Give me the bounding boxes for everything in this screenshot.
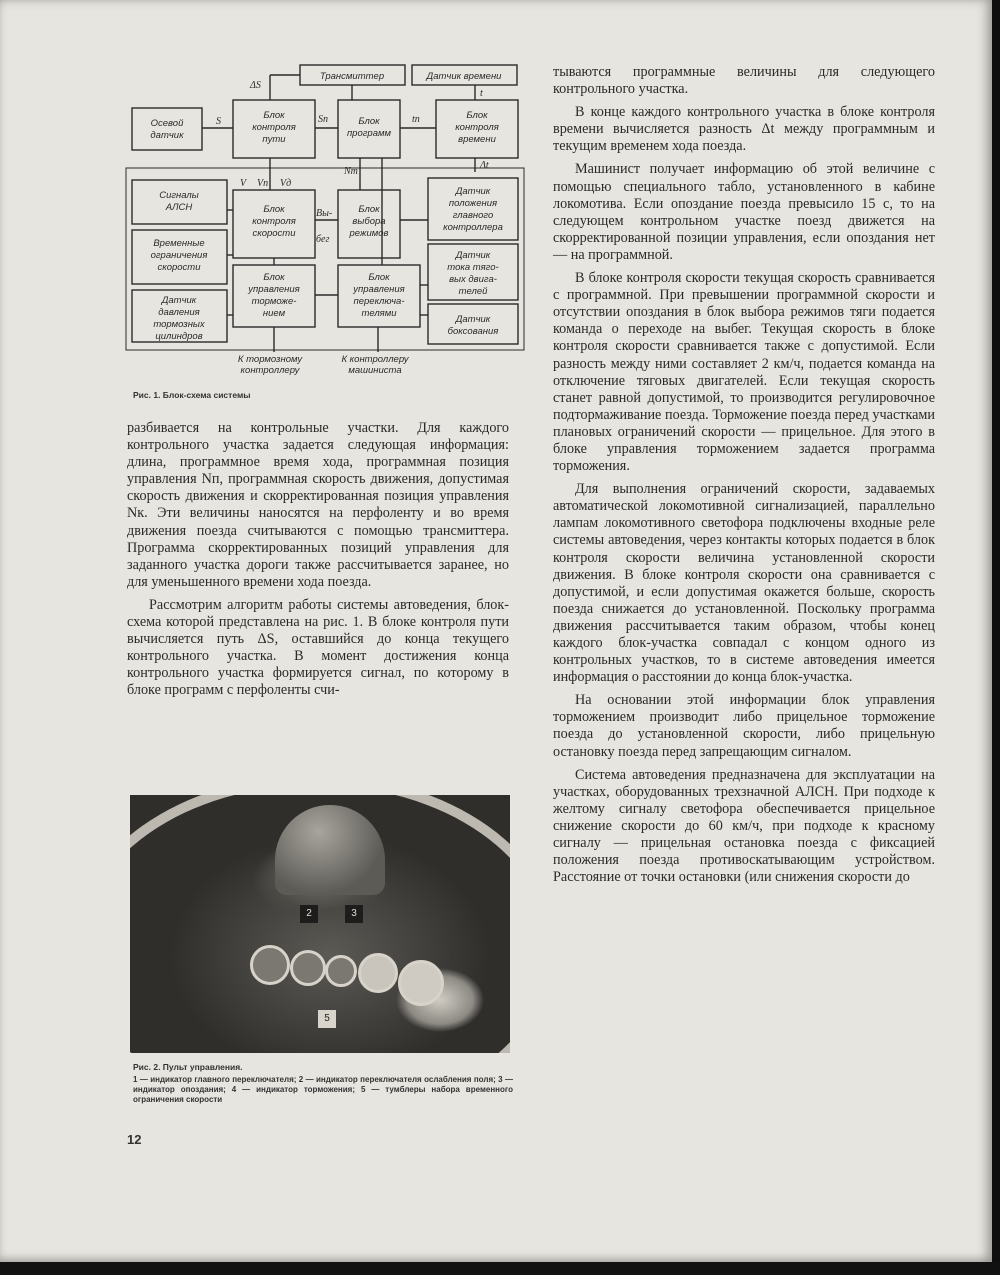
gauge — [250, 945, 290, 985]
toggle-switch-block: 5 — [318, 1010, 336, 1028]
svg-text:Блок: Блок — [263, 272, 285, 283]
svg-text:контроллера: контроллера — [443, 222, 503, 233]
box-axle-sensor — [132, 108, 202, 150]
svg-text:давления: давления — [158, 307, 200, 318]
paragraph: Для выполнения ограничений скорости, задаваемых автоматической локомотивной сигнализацией, параллельно лампам локомотивного светофора подключены входные реле системы автоведения, через контакты которых подается в блок контроля скорости величина установленной скорости движения. В блоке контроля скорости она сравнивается с допустимой, и если допустимая окажется больше, скорость поезда снижается до установленной. Поскольку программа движения рассчитывается таким образом, чтобы конец каждого блок-участка совпадал с концом одного из контрольных участков, то в системе автоведения имеется информация о расстоянии до конца блок-участка. — [553, 481, 935, 686]
svg-text:управления: управления — [353, 284, 405, 295]
paragraph: разбивается на контрольные участки. Для каждого контрольного участка задается следующая информация: длина, программное время хода, программная позиция управления Nп, программная скорость движения, допустимая скорость движения и скорректированная позиция управления Nк. Эти величины наносятся на перфоленту и во время движения поезда считываются с помощью трансмиттера. Программа скорректированных позиций управления для заданного участка дороги также рассчитывается заранее, но для уменьшенного времени хода поезда. — [127, 420, 509, 590]
svg-text:контроллеру: контроллеру — [240, 365, 300, 376]
svg-text:Вы-: Вы- — [316, 208, 333, 219]
svg-text:Блок: Блок — [263, 204, 285, 215]
svg-text:контроля: контроля — [252, 122, 296, 133]
paragraph: тываются программные величины для следующего контрольного участка. — [553, 64, 935, 98]
svg-text:главного: главного — [452, 210, 494, 221]
svg-text:Временные: Временные — [153, 238, 205, 249]
paragraph: Машинист получает информацию об этой величине с помощью специального табло, установленного в кабине локомотива. Если опоздание поезда превысило 15 с, то на следующем контрольном участке поезд движется на скорректированной позиции управления, если опоздания нет — на программной. — [553, 161, 935, 263]
figure2-legend: 1 — индикатор главного переключателя; 2 — индикатор переключателя ослабления поля; 3 — индикатор опоздания; 4 — индикатор торможения; 5 — тумблеры набора временного ограничения скорости — [133, 1075, 513, 1104]
svg-text:времени: времени — [458, 134, 496, 145]
figure1-caption: Рис. 1. Блок-схема системы — [133, 390, 251, 400]
block-diagram-svg — [120, 60, 525, 378]
scan-bottom-edge — [0, 1262, 1000, 1275]
svg-text:телями: телями — [361, 308, 397, 319]
svg-text:торможе-: торможе- — [251, 296, 297, 307]
svg-text:Nт: Nт — [344, 166, 358, 177]
right-column — [553, 64, 935, 892]
figure2-caption — [133, 1062, 513, 1105]
svg-text:переключа-: переключа- — [353, 296, 405, 307]
svg-text:Датчик: Датчик — [455, 314, 491, 325]
svg-text:машиниста: машиниста — [348, 365, 402, 376]
paragraph: Рассмотрим алгоритм работы системы автоведения, блок-схема которой представлена на рис. 1. В блоке контроля пути вычисляется путь ΔS, оставшийся до конца текущего контрольного участка. В момент достижения конца контрольного участка формируется сигнал, по которому в блоке программ с перфоленты счи- — [127, 596, 509, 699]
svg-text:Блок: Блок — [466, 110, 488, 121]
paragraph: В конце каждого контрольного участка в блоке контроля времени вычисляется разность Δt между программным и текущим временем хода поезда. — [553, 104, 935, 155]
svg-text:К тормозному: К тормозному — [237, 354, 303, 365]
paragraph: В блоке контроля скорости текущая скорость сравнивается с программной. При превышении программной скорости и отсутствии опоздания в блок выбора режимов тяги подается команда о переходе на выбег. Текущая скорость в блоке контроля скорости сравнивается также с допустимой. Если разность между ними составляет 2 км/ч, подается команда на отключение тяговых двигателей. Если текущая скорость станет равной допустимой, то производится регулировочное подтормаживание поезда. Торможение поезда перед участками плановых ограничений скорости — прицельное. Для этого в блоке управления торможением задается программа торможения. — [553, 270, 935, 475]
block-diagram — [120, 60, 525, 378]
scan-edge — [992, 0, 1000, 1275]
svg-text:режимов: режимов — [349, 228, 389, 239]
gauge — [325, 955, 357, 987]
gauge — [398, 960, 444, 1006]
svg-text:тока тяго-: тока тяго- — [447, 262, 499, 273]
svg-text:Sп: Sп — [318, 114, 328, 125]
svg-text:V: V — [240, 178, 247, 189]
svg-text:АЛСН: АЛСН — [165, 202, 193, 213]
svg-text:пути: пути — [262, 134, 286, 145]
svg-text:контроля: контроля — [455, 122, 499, 133]
svg-text:Блок: Блок — [263, 110, 285, 121]
svg-text:боксования: боксования — [447, 326, 499, 337]
svg-text:бег: бег — [316, 234, 330, 245]
svg-text:тормозных: тормозных — [153, 319, 205, 330]
svg-text:ΔS: ΔS — [250, 80, 261, 91]
svg-text:скорости: скорости — [252, 228, 296, 239]
svg-text:Датчик: Датчик — [455, 186, 491, 197]
svg-text:нием: нием — [262, 308, 286, 319]
page-number: 12 — [127, 1132, 142, 1147]
indicator-lamp: 3 — [345, 905, 363, 923]
paragraph: Система автоведения предназначена для эксплуатации на участках, оборудованных трехзначной АЛСН. При подходе к желтому сигналу светофора обеспечивается прицельное снижение скорости до 60 км/ч, при подходе к красному сигналу — прицельная остановка поезда с фиксацией положения поезда противоскатывающим устройством. Расстояние от точки остановки (или снижения скорости до — [553, 766, 935, 886]
gauge — [358, 953, 398, 993]
label-transmitter: Трансмиттер — [319, 71, 385, 82]
svg-text:телей: телей — [458, 286, 488, 297]
svg-text:Сигналы: Сигналы — [159, 190, 199, 201]
svg-text:Датчик: Датчик — [455, 250, 491, 261]
figure2-title: Рис. 2. Пульт управления. — [133, 1062, 243, 1072]
svg-text:положения: положения — [448, 198, 498, 209]
svg-text:Блок: Блок — [368, 272, 390, 283]
svg-text:К контроллеру: К контроллеру — [341, 354, 409, 365]
indicator-lamp: 2 — [300, 905, 318, 923]
svg-text:Блок: Блок — [358, 116, 380, 127]
svg-text:S: S — [216, 116, 221, 127]
control-panel-photo — [130, 795, 510, 1053]
svg-text:Датчик: Датчик — [161, 295, 197, 306]
svg-text:цилиндров: цилиндров — [155, 331, 203, 342]
svg-text:Δt: Δt — [480, 160, 489, 171]
svg-text:Блок: Блок — [358, 204, 380, 215]
gauge — [290, 950, 326, 986]
svg-text:t: t — [480, 88, 483, 99]
svg-text:датчик: датчик — [150, 130, 184, 141]
svg-text:Vп: Vп — [257, 178, 269, 189]
svg-text:контроля: контроля — [252, 216, 296, 227]
left-column — [127, 420, 509, 706]
svg-text:ограничения: ограничения — [150, 250, 208, 261]
svg-text:управления: управления — [248, 284, 300, 295]
paragraph: На основании этой информации блок управления торможением производит либо прицельное торможение поезда до установленной скорости, либо прицельную остановку поезда перед запрещающим сигналом. — [553, 692, 935, 760]
svg-text:программ: программ — [346, 128, 392, 139]
label-time-sensor: Датчик времени — [426, 71, 502, 82]
svg-text:выбора: выбора — [352, 216, 386, 227]
svg-text:скорости: скорости — [157, 262, 201, 273]
svg-text:Vд: Vд — [280, 178, 292, 189]
svg-text:вых двига-: вых двига- — [449, 274, 497, 285]
svg-text:tп: tп — [412, 114, 420, 125]
svg-text:Осевой: Осевой — [150, 118, 184, 129]
